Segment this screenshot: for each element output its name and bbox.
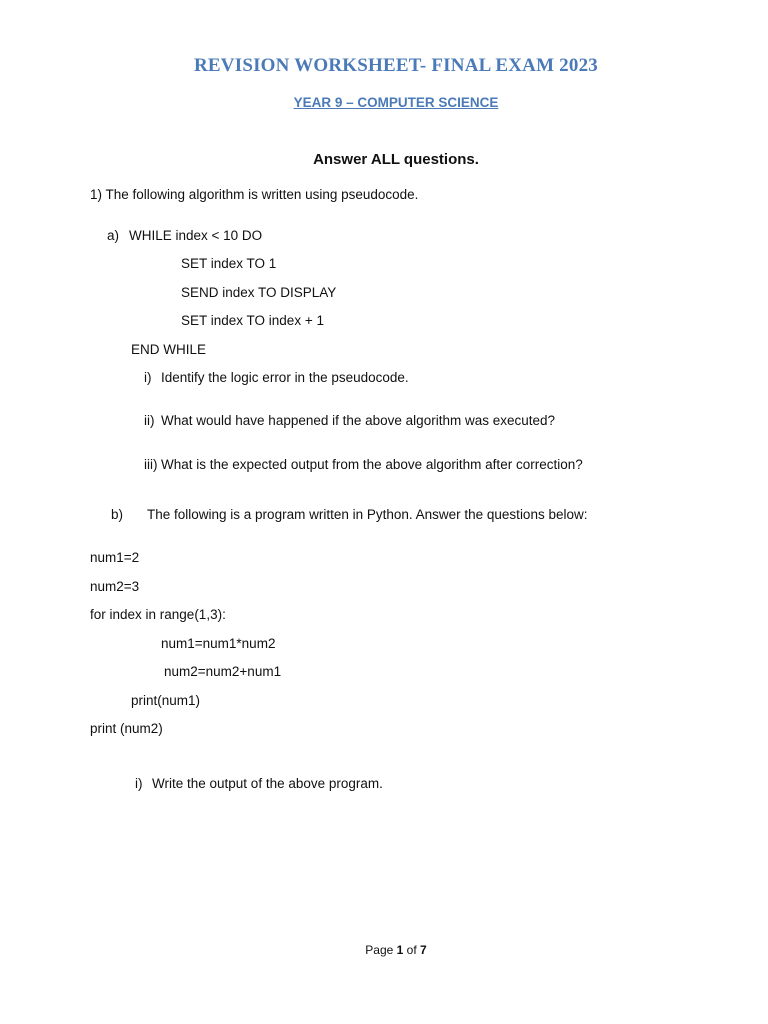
python-line-7: print (num2) — [90, 721, 163, 736]
page-title: REVISION WORKSHEET- FINAL EXAM 2023 — [194, 55, 598, 76]
python-line-2: num2=3 — [90, 579, 140, 594]
pseudocode-line-5: END WHILE — [131, 342, 207, 357]
question-1-intro: 1) The following algorithm is written using pseudocode. — [90, 187, 419, 202]
part-b-label: b) — [111, 507, 124, 522]
python-line-5: num2=num2+num1 — [164, 664, 282, 679]
python-line-3: for index in range(1,3): — [90, 607, 226, 622]
part-b-text: The following is a program written in Python. Answer the questions below: — [147, 507, 588, 522]
pseudocode-line-2: SET index TO 1 — [181, 256, 277, 271]
page-number — [0, 943, 768, 957]
subquestion-a-iii-text: What is the expected output from the above algorithm after correction? — [161, 457, 583, 472]
page-current: 1 — [396, 943, 404, 957]
page-subtitle: YEAR 9 – COMPUTER SCIENCE — [293, 95, 499, 110]
python-line-4: num1=num1*num2 — [161, 636, 276, 651]
page-total: 7 — [420, 943, 427, 957]
python-line-6: print(num1) — [131, 693, 201, 708]
pseudocode-line-4: SET index TO index + 1 — [181, 313, 324, 328]
subquestion-a-iii-num: iii) — [144, 457, 158, 472]
subquestion-a-ii-text: What would have happened if the above algorithm was executed? — [161, 413, 556, 428]
pseudocode-line-1: WHILE index < 10 DO — [129, 228, 263, 243]
python-line-1: num1=2 — [90, 550, 140, 565]
of-word: of — [406, 943, 417, 957]
subquestion-b-i-num: i) — [135, 776, 143, 791]
instructions: Answer ALL questions. — [313, 151, 479, 168]
subquestion-a-i-num: i) — [144, 370, 152, 385]
subquestion-a-ii-num: ii) — [144, 413, 155, 428]
page-word: Page — [365, 943, 394, 957]
subquestion-a-i-text: Identify the logic error in the pseudocode. — [161, 370, 409, 385]
pseudocode-line-3: SEND index TO DISPLAY — [181, 285, 337, 300]
part-a-label: a) — [107, 228, 120, 243]
subquestion-b-i-text: Write the output of the above program. — [152, 776, 383, 791]
